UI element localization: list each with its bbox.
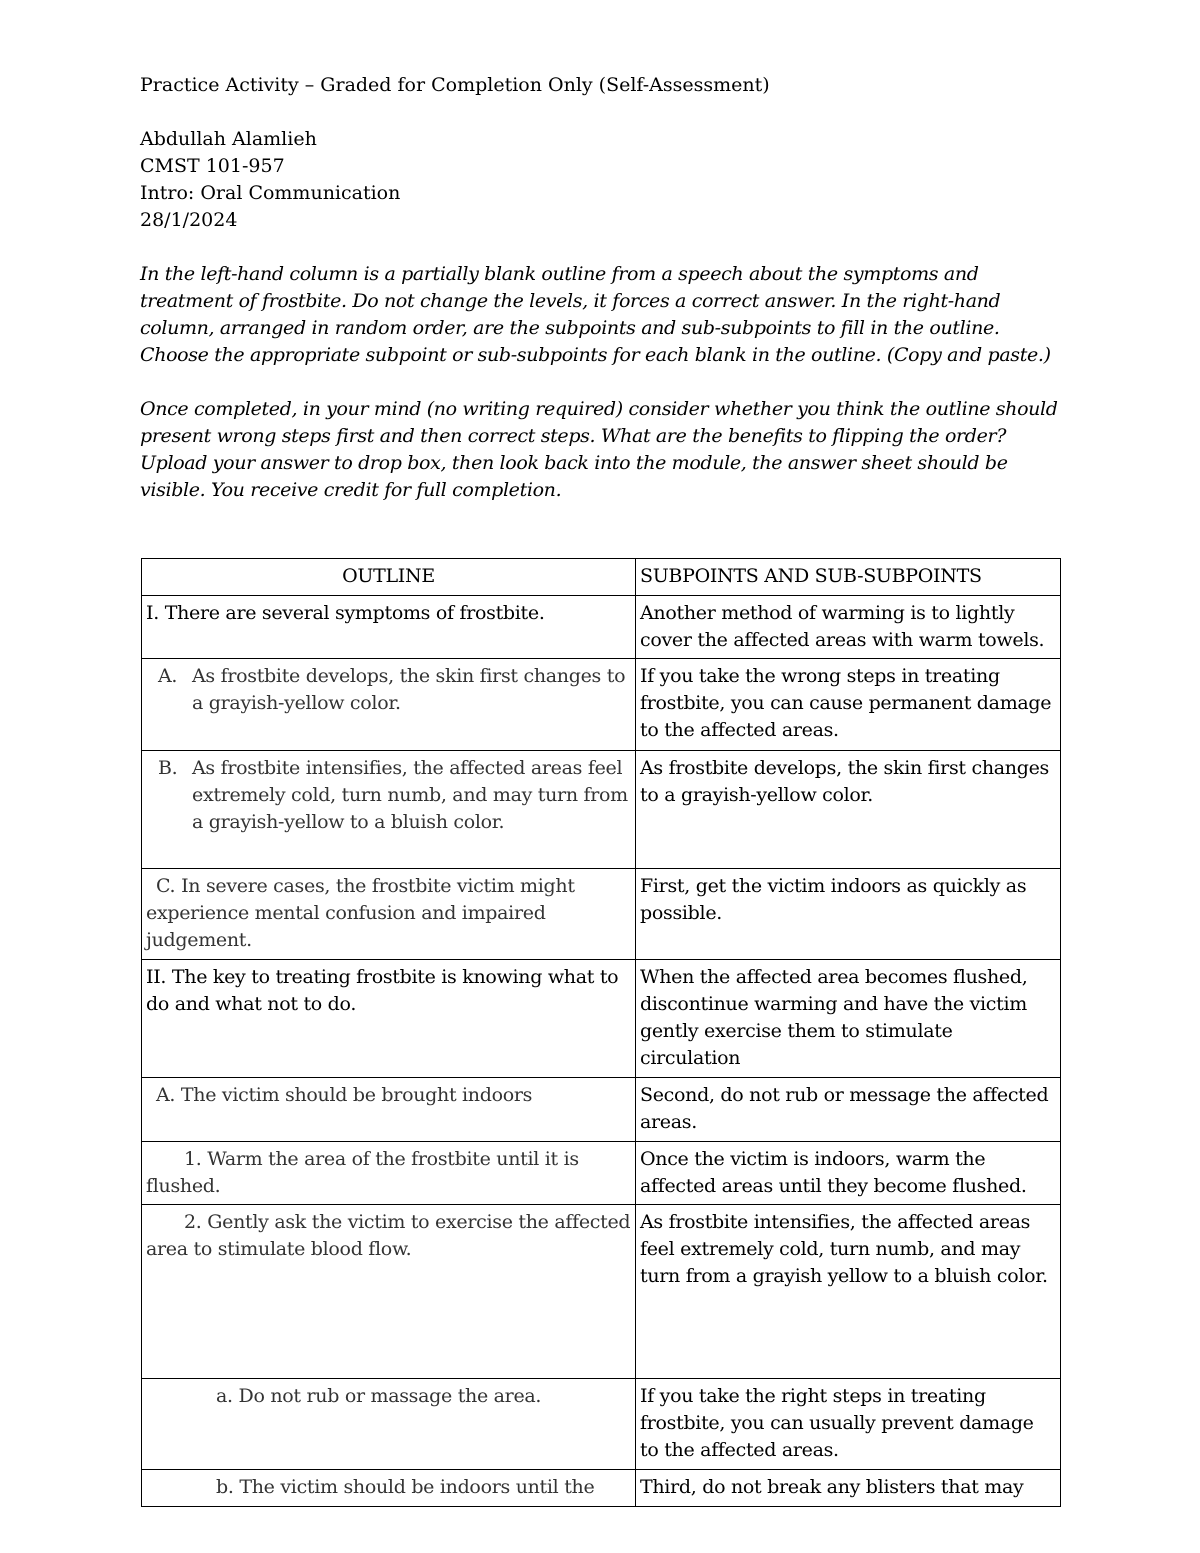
- outline-cell[interactable]: [142, 1470, 636, 1507]
- table-row: [142, 960, 1061, 1078]
- subpoint-text: Once the victim is indoors, warm the affected areas until they become flushed.: [640, 1148, 1027, 1197]
- outline-cell[interactable]: [142, 869, 636, 960]
- outline-text: Warm the area of the frostbite until it is flushed.: [146, 1148, 579, 1197]
- outline-cell[interactable]: [142, 1142, 636, 1205]
- subpoint-cell[interactable]: [636, 1142, 1061, 1205]
- outline-text: The victim should be brought indoors: [180, 1084, 533, 1106]
- table-row: [142, 1205, 1061, 1379]
- outline-cell[interactable]: [142, 659, 636, 751]
- outline-text: The victim should be indoors until the: [239, 1476, 595, 1498]
- subpoint-cell[interactable]: [636, 960, 1061, 1078]
- outline-text: As frostbite intensifies, the affected areas feel extremely cold, turn numb, and may turn from a grayish-yellow to a bluish color.: [192, 757, 628, 833]
- table-row: [142, 869, 1061, 960]
- outline-label: a.: [216, 1385, 233, 1407]
- outline-label: b.: [216, 1476, 234, 1498]
- subpoint-text: When the affected area becomes flushed, discontinue warming and have the victim gently exercise them to stimulate circulation: [640, 966, 1028, 1069]
- outline-text: The key to treating frostbite is knowing what to do and what not to do.: [146, 966, 619, 1015]
- subpoint-cell[interactable]: [636, 1379, 1061, 1470]
- subpoint-cell[interactable]: [636, 1078, 1061, 1142]
- student-info: [140, 126, 1060, 234]
- outline-cell[interactable]: [142, 1078, 636, 1142]
- outline-text: Gently ask the victim to exercise the affected area to stimulate blood flow.: [146, 1211, 631, 1260]
- course-name: Intro: Oral Communication: [140, 182, 401, 204]
- document-date: 28/1/2024: [140, 209, 238, 231]
- outline-label: 1.: [184, 1148, 202, 1170]
- course-code: CMST 101-957: [140, 155, 285, 177]
- outline-cell[interactable]: [142, 1205, 636, 1379]
- table-row: [142, 1470, 1061, 1507]
- table-header-row: [142, 559, 1061, 596]
- document-page: [140, 72, 1060, 531]
- subpoint-cell[interactable]: [636, 1470, 1061, 1507]
- outline-column-header: OUTLINE: [142, 559, 636, 596]
- outline-label: II.: [146, 966, 167, 988]
- outline-label: B.: [158, 757, 178, 779]
- table-row: [142, 751, 1061, 869]
- outline-cell[interactable]: [142, 596, 636, 659]
- subpoint-cell[interactable]: [636, 869, 1061, 960]
- instructions-paragraph-1: In the left-hand column is a partially blank outline from a speech about the symptoms and treatment of frostbite. Do not change the levels, it forces a correct answer. In the right-hand column, arranged in random order, are the subpoints and sub-subpoints to fill in the outline. Choose the appropriate subpoint or sub-subpoints for each blank in the outline. (Copy and paste.): [140, 263, 1051, 366]
- table-row: [142, 659, 1061, 751]
- table-row: [142, 1379, 1061, 1470]
- outline-entry: [146, 663, 631, 717]
- table-row: [142, 596, 1061, 659]
- table-row: [142, 1078, 1061, 1142]
- subpoint-text: As frostbite intensifies, the affected areas feel extremely cold, turn numb, and may turn from a grayish yellow to a bluish color.: [640, 1211, 1048, 1287]
- outline-label: A.: [156, 1084, 176, 1106]
- outline-text: In severe cases, the frostbite victim might experience mental confusion and impaired judgement.: [146, 875, 575, 951]
- subpoint-text: If you take the wrong steps in treating frostbite, you can cause permanent damage to the affected areas.: [640, 665, 1052, 741]
- outline-label: I.: [146, 602, 159, 624]
- outline-text: Do not rub or massage the area.: [238, 1385, 542, 1407]
- table-row: [142, 1142, 1061, 1205]
- subpoint-cell[interactable]: [636, 596, 1061, 659]
- document-title: Practice Activity – Graded for Completion Only (Self-Assessment): [140, 74, 770, 96]
- subpoint-text: Another method of warming is to lightly cover the affected areas with warm towels.: [640, 602, 1045, 651]
- outline-text: As frostbite develops, the skin first changes to a grayish-yellow color.: [192, 665, 626, 714]
- subpoint-text: Second, do not rub or message the affected areas.: [640, 1084, 1049, 1133]
- subpoints-column-header: SUBPOINTS AND SUB-SUBPOINTS: [636, 559, 1061, 596]
- subpoint-cell[interactable]: [636, 751, 1061, 869]
- outline-text: There are several symptoms of frostbite.: [164, 602, 545, 624]
- outline-label: A.: [158, 665, 178, 687]
- subpoint-cell[interactable]: [636, 1205, 1061, 1379]
- outline-label: 2.: [184, 1211, 202, 1233]
- outline-table: [141, 558, 1061, 1507]
- outline-label: C.: [156, 875, 176, 897]
- subpoint-text: If you take the right steps in treating frostbite, you can usually prevent damage to the affected areas.: [640, 1385, 1034, 1461]
- outline-cell[interactable]: [142, 960, 636, 1078]
- subpoint-text: As frostbite develops, the skin first changes to a grayish-yellow color.: [640, 757, 1049, 806]
- subpoint-text: First, get the victim indoors as quickly as possible.: [640, 875, 1027, 924]
- subpoint-text: Third, do not break any blisters that may: [640, 1476, 1024, 1498]
- outline-cell[interactable]: [142, 1379, 636, 1470]
- outline-entry: [146, 755, 631, 836]
- student-name: Abdullah Alamlieh: [140, 128, 317, 150]
- outline-cell[interactable]: [142, 751, 636, 869]
- subpoint-cell[interactable]: [636, 659, 1061, 751]
- instructions-paragraph-2: Once completed, in your mind (no writing required) consider whether you think the outline should present wrong steps first and then correct steps. What are the benefits to flipping the order? Upload your answer to drop box, then look back into the module, the answer sheet should be visible. You receive credit for full completion.: [140, 398, 1058, 501]
